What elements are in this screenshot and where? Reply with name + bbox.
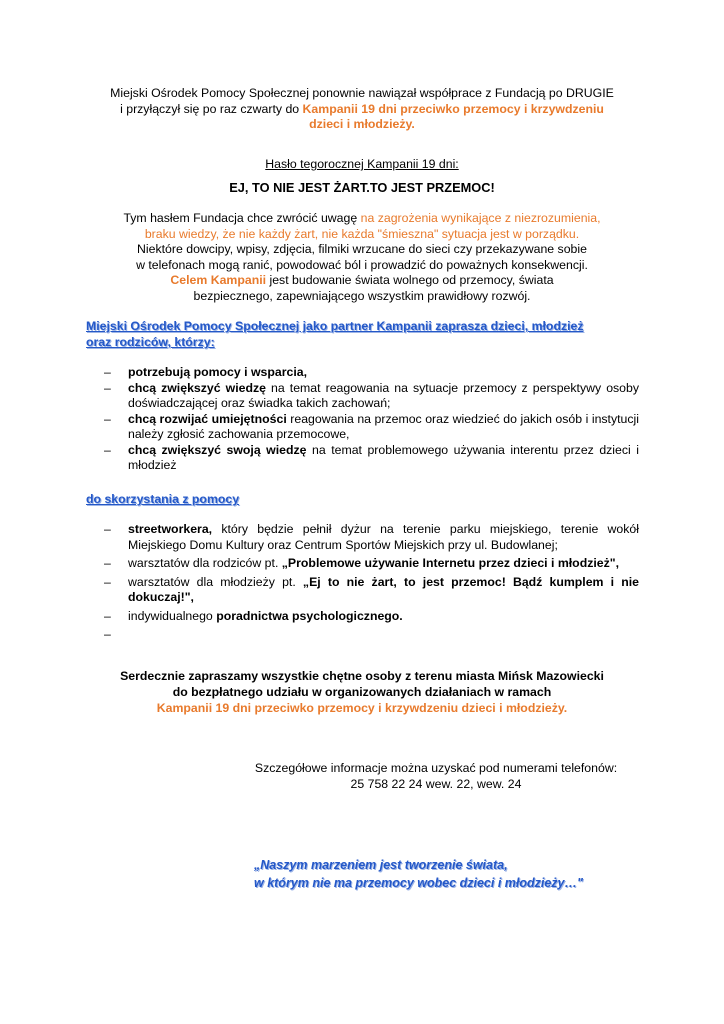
dash-bullet: –	[104, 411, 111, 426]
description-paragraph	[86, 211, 638, 304]
list-item	[104, 575, 639, 606]
desc-line-6: bezpiecznego, zapewniającego wszystkim prawidłowy rozwój.	[193, 288, 531, 303]
quote-line-2: w którym nie ma przemocy wobec dzieci i młodzieży…"	[254, 876, 583, 890]
contact-info	[150, 761, 722, 792]
list-item	[104, 443, 639, 474]
list-item-text: na temat reagowania na sytuacje przemocy z perspektywy osoby doświadczającej oraz świadka takich zachowań;	[128, 380, 640, 410]
list-item-bold: potrzebują pomocy i wsparcia,	[128, 365, 308, 379]
list-item-text: warsztatów dla rodziców pt.	[128, 556, 282, 570]
help-heading: do skorzystania z pomocy	[86, 492, 240, 506]
list-item	[104, 412, 639, 443]
list-item	[104, 609, 639, 625]
intro-line-2-text: i przyłączył się po raz czwarty do	[120, 101, 303, 116]
desc-line-1	[86, 211, 638, 227]
invitation-paragraph	[0, 668, 724, 716]
campaign-goal-highlight: Celem Kampanii	[170, 273, 270, 287]
list-item-bold: chcą zwiększyć wiedzę	[128, 380, 266, 395]
invite-line-2: do bezpłatnego udziału w organizowanych działaniach w ramach	[172, 685, 552, 699]
dash-bullet: –	[104, 442, 111, 457]
phone-numbers: 25 758 22 24 wew. 22, wew. 24	[350, 776, 522, 791]
closing-quote	[254, 856, 694, 892]
intro-line-1: Miejski Ośrodek Pomocy Społecznej ponownie nawiązał współprace z Fundacją po DRUGIE	[110, 86, 614, 100]
list-item	[104, 365, 639, 381]
partner-heading	[86, 318, 646, 350]
desc-line-5	[86, 273, 638, 289]
intro-line-2	[86, 102, 638, 118]
help-list	[104, 522, 639, 646]
dash-bullet: –	[104, 627, 111, 641]
slogan-heading	[0, 157, 724, 173]
list-item-text: warsztatów dla młodzieży pt.	[128, 574, 303, 589]
dash-bullet: –	[104, 556, 111, 570]
campaign-name-highlight: Kampanii 19 dni przeciwko przemocy i krzywdzeniu	[302, 101, 604, 116]
dash-bullet: –	[104, 522, 111, 536]
invite-line-1: Serdecznie zapraszamy wszystkie chętne osoby z terenu miasta Mińsk Mazowiecki	[120, 669, 604, 683]
invite-line-3: Kampanii 19 dni przeciwko przemocy i krzywdzeniu dzieci i młodzieży.	[156, 701, 568, 715]
desc-line-1-text: Tym hasłem Fundacja chce zwrócić uwagę	[123, 211, 361, 225]
list-item-bold: „Problemowe używanie Internetu przez dzieci i młodzież",	[281, 556, 620, 570]
contact-line-1: Szczegółowe informacje można uzyskać pod numerami telefonów:	[254, 761, 618, 775]
desc-line-2: braku wiedzy, że nie każdy żart, nie każda "śmieszna" sytuacja jest w porządku.	[144, 226, 580, 241]
list-item-text: reagowania na przemoc oraz wiedzieć do jakich osób i instytucji należy zgłosić zachowania przemocowe,	[128, 411, 639, 441]
partner-heading-line-1: Miejski Ośrodek Pomocy Społecznej jako partner Kampanii zaprasza dzieci, młodzież	[86, 319, 584, 333]
list-item	[104, 522, 639, 553]
list-item-text: indywidualnego	[128, 608, 217, 623]
campaign-slogan: EJ, TO NIE JEST ŻART.TO JEST PRZEMOC!	[229, 180, 495, 195]
desc-line-1-highlight: na zagrożenia wynikające z niezrozumienia,	[360, 211, 601, 225]
list-item-text: na temat problemowego używania interentu przez dzieci i młodzież	[128, 442, 639, 472]
slogan-heading-text: Hasło tegorocznej Kampanii 19 dni:	[265, 157, 459, 171]
list-item-bold: chcą rozwijać umiejętności	[128, 411, 287, 426]
partner-heading-line-2: oraz rodziców, którzy:	[86, 335, 215, 349]
list-item	[104, 556, 639, 572]
list-item-bold: „Ej to nie żart, to jest przemoc! Bądź kumplem i nie dokuczaj!",	[128, 574, 639, 604]
dash-bullet: –	[104, 608, 111, 623]
desc-line-5-text: jest budowanie świata wolnego od przemocy, świata	[269, 273, 554, 287]
intro-line-3: dzieci i młodzieży.	[309, 117, 415, 131]
list-item-bold: chcą zwiększyć swoją wiedzę	[128, 442, 307, 457]
desc-line-4: w telefonach mogą ranić, powodować ból i prowadzić do poważnych konsekwencji.	[136, 257, 588, 272]
dash-bullet: –	[104, 574, 111, 589]
intro-paragraph	[86, 86, 638, 133]
list-item-empty	[104, 627, 639, 643]
list-item-bold: streetworkera,	[128, 522, 213, 536]
list-item-bold: poradnictwa psychologicznego.	[216, 608, 403, 623]
needs-list	[104, 365, 639, 474]
list-item-text: który będzie pełnił dyżur na terenie parku miejskiego, terenie wokół Miejskiego Domu Kultury oraz Centrum Sportów Miejskich przy ul. Budowlanej;	[128, 522, 639, 552]
desc-line-3: Niektóre dowcipy, wpisy, zdjęcia, filmiki wrzucane do sieci czy przekazywane sobie	[137, 242, 587, 256]
list-item	[104, 381, 639, 412]
dash-bullet: –	[104, 380, 111, 395]
dash-bullet: –	[104, 365, 111, 379]
quote-line-1: „Naszym marzeniem jest tworzenie świata,	[254, 858, 508, 872]
